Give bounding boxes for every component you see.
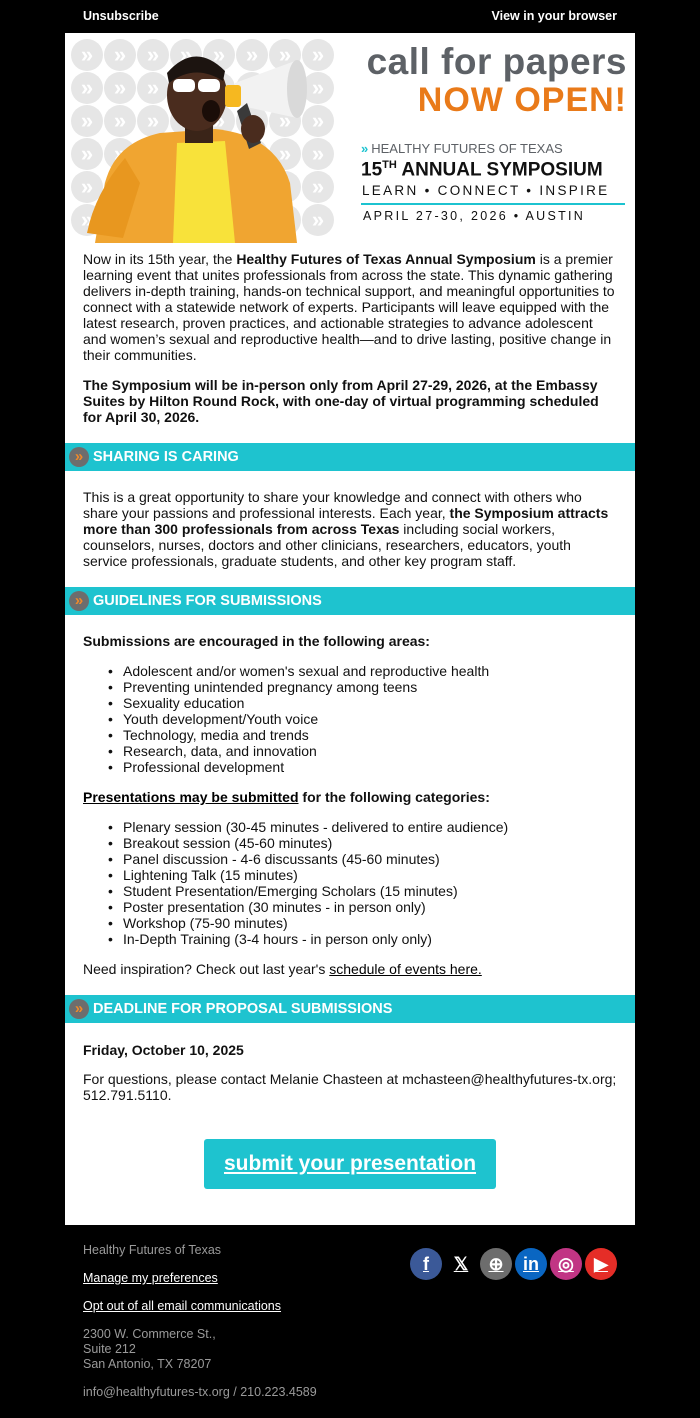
youtube-icon[interactable]: ▶ <box>585 1248 617 1280</box>
category-list-item: • Plenary session (30-45 minutes - delivered to entire audience) <box>123 819 623 835</box>
manage-preferences-link[interactable]: Manage my preferences <box>83 1271 218 1285</box>
categories-list <box>123 819 623 947</box>
section-title: DEADLINE FOR PROPOSAL SUBMISSIONS <box>93 1001 393 1017</box>
inperson-notice: The Symposium will be in-person only from April 27-29, 2026, at the Embassy Suites by Hilton Round Rock, with one-day of virtual programming scheduled for April 30, 2026. <box>83 377 599 425</box>
area-list-item: • Technology, media and trends <box>123 727 623 743</box>
presentations-link[interactable]: Presentations may be submitted <box>83 789 299 805</box>
hero-banner <box>65 33 635 243</box>
category-list-item: • Breakout session (45-60 minutes) <box>123 835 623 851</box>
linkedin-icon[interactable]: in <box>515 1248 547 1280</box>
chevron-circle-icon: » <box>69 447 89 467</box>
sharing-paragraph <box>83 489 617 569</box>
schedule-link[interactable]: schedule of events here. <box>329 961 482 977</box>
symposium-dates: APRIL 27-30, 2026 • AUSTIN <box>363 209 586 223</box>
org-name: HEALTHY FUTURES OF TEXAS <box>371 141 563 156</box>
chevron-circle-icon: » <box>69 999 89 1019</box>
person-with-megaphone-image <box>65 33 329 243</box>
footer <box>0 1225 700 1418</box>
sharing-text-rest: including social workers, counselors, nurses, doctors and other clinicians, researchers, educators, youth service professionals, graduate students, and other key program staff. <box>83 521 571 569</box>
section-title: GUIDELINES FOR SUBMISSIONS <box>93 593 322 609</box>
headline-now-open: NOW OPEN! <box>417 81 627 119</box>
symposium-tagline: LEARN • CONNECT • INSPIRE <box>362 183 610 198</box>
section-header-deadline <box>65 995 635 1023</box>
section-header-guidelines <box>65 587 635 615</box>
symposium-title <box>361 159 603 181</box>
area-list-item: • Sexuality education <box>123 695 623 711</box>
category-list-item: • Panel discussion - 4-6 discussants (45-60 minutes) <box>123 851 623 867</box>
inspiration-text: Need inspiration? Check out last year's <box>83 961 330 977</box>
category-list-item: • Lightening Talk (15 minutes) <box>123 867 623 883</box>
section-header-sharing <box>65 443 635 471</box>
address-line-3: San Antonio, TX 78207 <box>83 1357 212 1371</box>
categories-heading <box>83 789 617 805</box>
category-list-item: • Poster presentation (30 minutes - in person only) <box>123 899 623 915</box>
footer-contact: info@healthyfutures-tx.org / 210.223.4589 <box>83 1385 317 1399</box>
website-icon[interactable]: ⊕ <box>480 1248 512 1280</box>
footer-org: Healthy Futures of Texas <box>83 1243 222 1257</box>
deadline-date: Friday, October 10, 2025 <box>83 1042 244 1058</box>
intro-paragraph <box>83 251 617 363</box>
facebook-icon[interactable]: f <box>410 1248 442 1280</box>
category-list-item: • Workshop (75-90 minutes) <box>123 915 623 931</box>
sharing-bold-text: the Symposium attracts more than 300 professionals from across Texas <box>83 505 609 537</box>
instagram-icon[interactable]: ◎ <box>550 1248 582 1280</box>
inspiration-line <box>83 961 617 977</box>
opt-out-link[interactable]: Opt out of all email communications <box>83 1299 282 1313</box>
x-icon[interactable]: 𝕏 <box>445 1248 477 1280</box>
view-in-browser-link[interactable]: View in your browser <box>491 9 617 23</box>
top-bar <box>0 0 700 33</box>
category-list-item: • In-Depth Training (3-4 hours - in person only only) <box>123 931 623 947</box>
symposium-superscript: TH <box>382 159 397 171</box>
symposium-number: 15 <box>361 159 383 181</box>
double-chevron-icon: » <box>361 141 369 156</box>
contact-line: For questions, please contact Melanie Chasteen at mchasteen@healthyfutures-tx.org; 512.791.5110. <box>83 1071 617 1103</box>
address-line-1: 2300 W. Commerce St., <box>83 1327 216 1341</box>
chevron-circle-icon: » <box>69 591 89 611</box>
unsubscribe-link[interactable]: Unsubscribe <box>83 9 159 23</box>
areas-heading: Submissions are encouraged in the following areas: <box>83 633 430 649</box>
area-list-item: • Professional development <box>123 759 623 775</box>
area-list-item: • Preventing unintended pregnancy among teens <box>123 679 623 695</box>
category-list-item: • Student Presentation/Emerging Scholars (15 minutes) <box>123 883 623 899</box>
org-logo-text <box>361 141 563 156</box>
area-list-item: • Youth development/Youth voice <box>123 711 623 727</box>
areas-list <box>123 663 623 775</box>
intro-text: Now in its 15th year, the <box>83 251 237 267</box>
email-card <box>65 33 635 1225</box>
area-list-item: • Adolescent and/or women's sexual and reproductive health <box>123 663 623 679</box>
divider <box>361 203 625 205</box>
area-list-item: • Research, data, and innovation <box>123 743 623 759</box>
sharing-text: This is a great opportunity to share your knowledge and connect with others who share your passions and professional interests. Each year, <box>83 489 582 521</box>
headline-call-for-papers: call for papers <box>366 41 627 82</box>
intro-text-rest: is a premier learning event that unites professionals from across the state. This dynamic gathering delivers in-depth training, hands-on technical support, and meaningful opportunities to connect with a statewide network of experts. Participants will leave equipped with the latest research, proven practices, and actionable strategies to advance adolescent and women’s sexual and reproductive health—and to drive lasting, positive change in their communities. <box>83 251 615 363</box>
categories-heading-rest: for the following categories: <box>298 789 490 805</box>
submit-presentation-button[interactable]: submit your presentation <box>204 1139 496 1189</box>
intro-bold-text: Healthy Futures of Texas Annual Symposium <box>236 251 536 267</box>
symposium-label: ANNUAL SYMPOSIUM <box>396 159 603 181</box>
section-title: SHARING IS CARING <box>93 449 239 465</box>
address-line-2: Suite 212 <box>83 1342 136 1356</box>
